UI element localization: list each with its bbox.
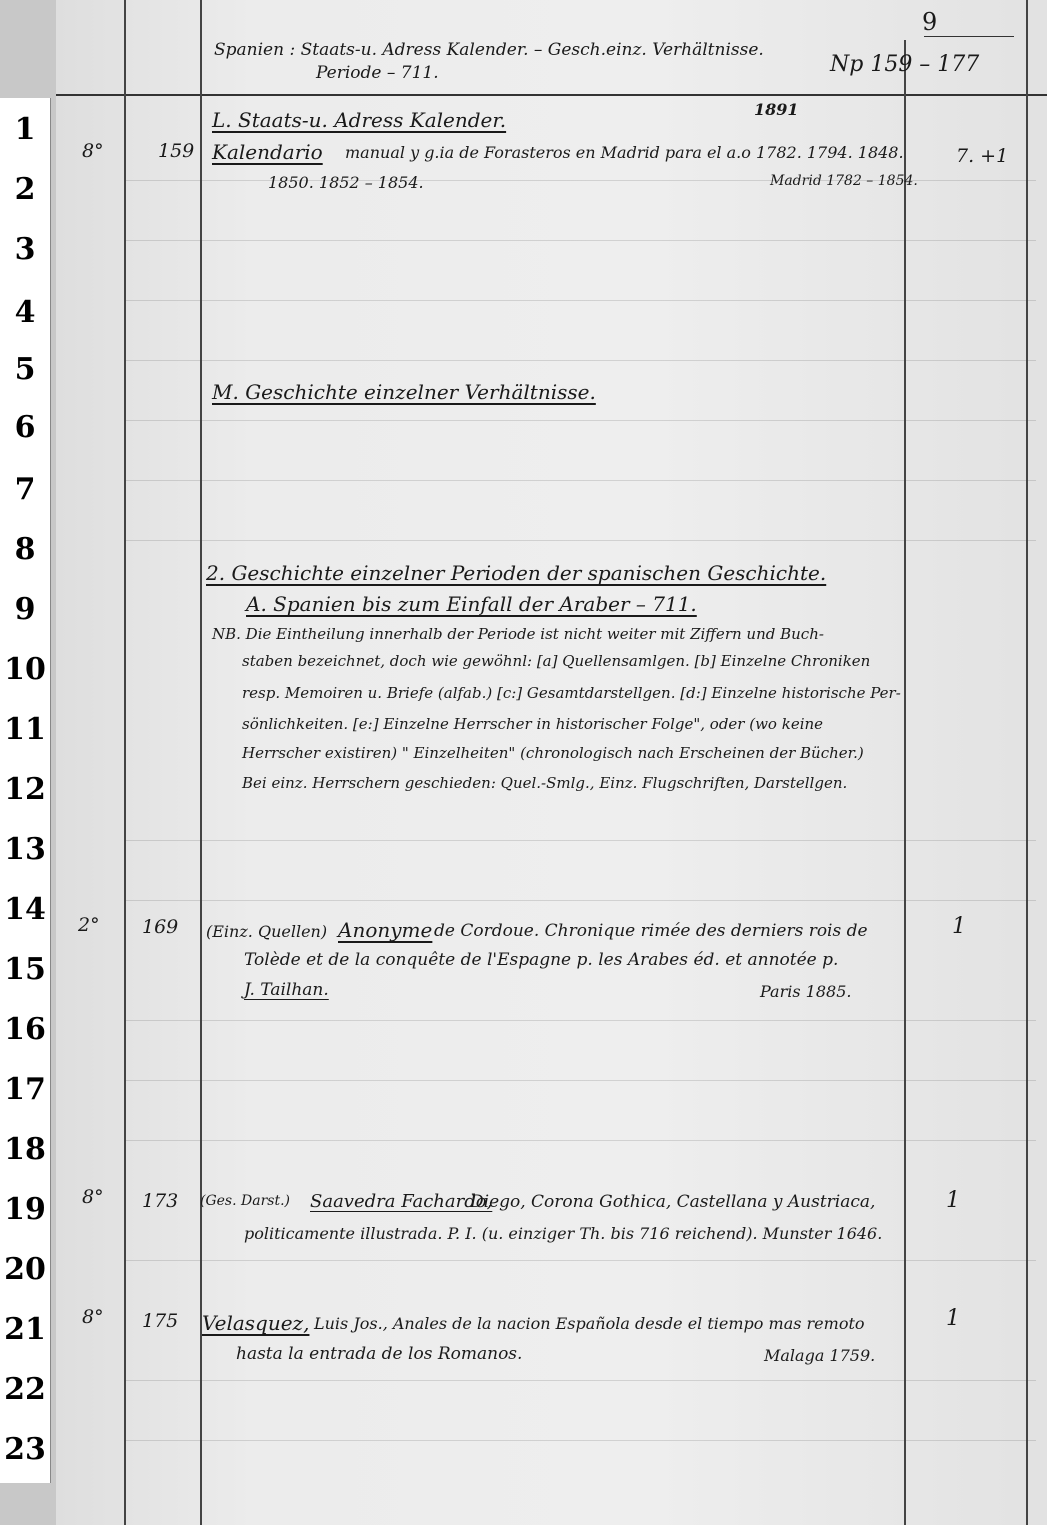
section-l-title: L. Staats-u. Adress Kalender. — [212, 108, 507, 132]
page-number: 9 — [922, 8, 938, 36]
entry-169-count: 1 — [952, 914, 966, 939]
entry-173-text1: Diego, Corona Gothica, Castellana y Austriaca, — [470, 1192, 876, 1212]
entry-175-text2: hasta la entrada de los Romanos. — [236, 1344, 523, 1364]
line-number: 9 — [14, 592, 36, 627]
entry-159-text1: manual y g.ia de Forasteros en Madrid para el a.o 1782. 1794. 1848. — [345, 143, 904, 162]
section-m-title: M. Geschichte einzelner Verhältnisse. — [212, 380, 596, 404]
entry-159-text2: 1850. 1852 – 1854. — [268, 173, 424, 192]
entry-173-number: 173 — [142, 1190, 179, 1212]
entry-173-prefix: (Ges. Darst.) — [200, 1193, 291, 1209]
entry-169-text1: de Cordoue. Chronique rimée des derniers rois de — [434, 921, 868, 941]
line-number: 17 — [4, 1072, 46, 1107]
line-number: 15 — [4, 952, 46, 987]
line-number: 4 — [14, 295, 36, 330]
section-2-note-line: Herrscher existiren) " Einzelheiten" (chronologisch nach Erscheinen der Bücher.) — [242, 744, 864, 762]
line-number: 19 — [4, 1192, 46, 1227]
entry-175-place: Malaga 1759. — [764, 1346, 876, 1365]
entry-159-title: Kalendario — [212, 140, 323, 164]
section-2-subtitle: A. Spanien bis zum Einfall der Araber – 711. — [246, 592, 697, 616]
line-number: 16 — [4, 1012, 46, 1047]
entry-175-text1: Luis Jos., Anales de la nacion Española desde el tiempo mas remoto — [314, 1314, 865, 1333]
line-number: 2 — [14, 172, 36, 207]
entry-169-format: 2° — [78, 914, 100, 936]
entry-173-text2: politicamente illustrada. P. I. (u. einziger Th. bis 716 reichend). Munster 1646. — [244, 1224, 883, 1243]
header-title: Spanien : Staats-u. Adress Kalender. – Gesch.einz. Verhältnisse. — [214, 40, 764, 60]
line-number: 6 — [14, 410, 36, 445]
line-number: 12 — [4, 772, 46, 807]
line-number: 22 — [4, 1372, 46, 1407]
entry-175-number: 175 — [142, 1310, 179, 1332]
entry-169-prefix: (Einz. Quellen) — [206, 922, 328, 941]
line-number: 14 — [4, 892, 46, 927]
column-rule-number — [200, 0, 202, 1525]
line-number: 8 — [14, 532, 36, 567]
section-2-note-line: sönlichkeiten. [e:] Einzelne Herrscher in historischer Folge", oder (wo keine — [242, 715, 824, 733]
ledger-page — [56, 0, 1047, 1525]
section-2-title: 2. Geschichte einzelner Perioden der spanischen Geschichte. — [206, 561, 827, 585]
section-2-note-line: resp. Memoiren u. Briefe (alfab.) [c:] Gesamtdarstellgen. [d:] Einzelne historische Per- — [242, 684, 901, 702]
entry-169-author: Anonyme — [338, 918, 433, 942]
entry-159-place: Madrid 1782 – 1854. — [770, 173, 918, 189]
line-number: 11 — [4, 712, 46, 747]
entry-169-place: Paris 1885. — [760, 982, 852, 1001]
entry-169-text2: Tolède et de la conquête de l'Espagne p. les Arabes éd. et annotée p. — [244, 950, 839, 970]
page-number-underline — [924, 36, 1014, 38]
line-number: 21 — [4, 1312, 46, 1347]
line-number: 3 — [14, 232, 36, 267]
line-number: 20 — [4, 1252, 46, 1287]
section-l-year: 1891 — [754, 100, 799, 119]
section-2-note-line: staben bezeichnet, doch wie gewöhnl: [a] Quellensamlgen. [b] Einzelne Chroniken — [242, 652, 871, 670]
entry-173-count: 1 — [946, 1188, 960, 1213]
line-number: 7 — [14, 472, 36, 507]
entry-159-number: 159 — [158, 140, 195, 162]
line-number: 5 — [14, 352, 36, 387]
entry-175-format: 8° — [82, 1306, 104, 1328]
column-rule-right — [1026, 0, 1028, 1525]
entry-173-author: Saavedra Fachardo, — [310, 1191, 493, 1212]
column-rule-format — [124, 0, 126, 1525]
header-range: Np 159 – 177 — [830, 52, 980, 77]
entry-173-format: 8° — [82, 1186, 104, 1208]
line-number: 1 — [14, 112, 36, 147]
line-number: 23 — [4, 1432, 46, 1467]
entry-175-count: 1 — [946, 1306, 960, 1331]
section-2-note-line: Bei einz. Herrschern geschieden: Quel.-Smlg., Einz. Flugschriften, Darstellgen. — [242, 774, 848, 792]
header-rule — [56, 94, 1047, 96]
entry-169-number: 169 — [142, 916, 179, 938]
column-rule-count — [904, 40, 906, 1525]
entry-159-format: 8° — [82, 140, 104, 162]
entry-169-editor: J. Tailhan. — [244, 980, 329, 1000]
entry-159-count: 7. +1 — [956, 145, 1009, 167]
line-number: 10 — [4, 652, 46, 687]
line-number: 18 — [4, 1132, 46, 1167]
entry-175-author: Velasquez, — [202, 1311, 310, 1335]
section-2-note-line: NB. Die Eintheilung innerhalb der Periode ist nicht weiter mit Ziffern und Buch- — [212, 625, 824, 643]
header-period: Periode – 711. — [316, 63, 439, 83]
line-number: 13 — [4, 832, 46, 867]
